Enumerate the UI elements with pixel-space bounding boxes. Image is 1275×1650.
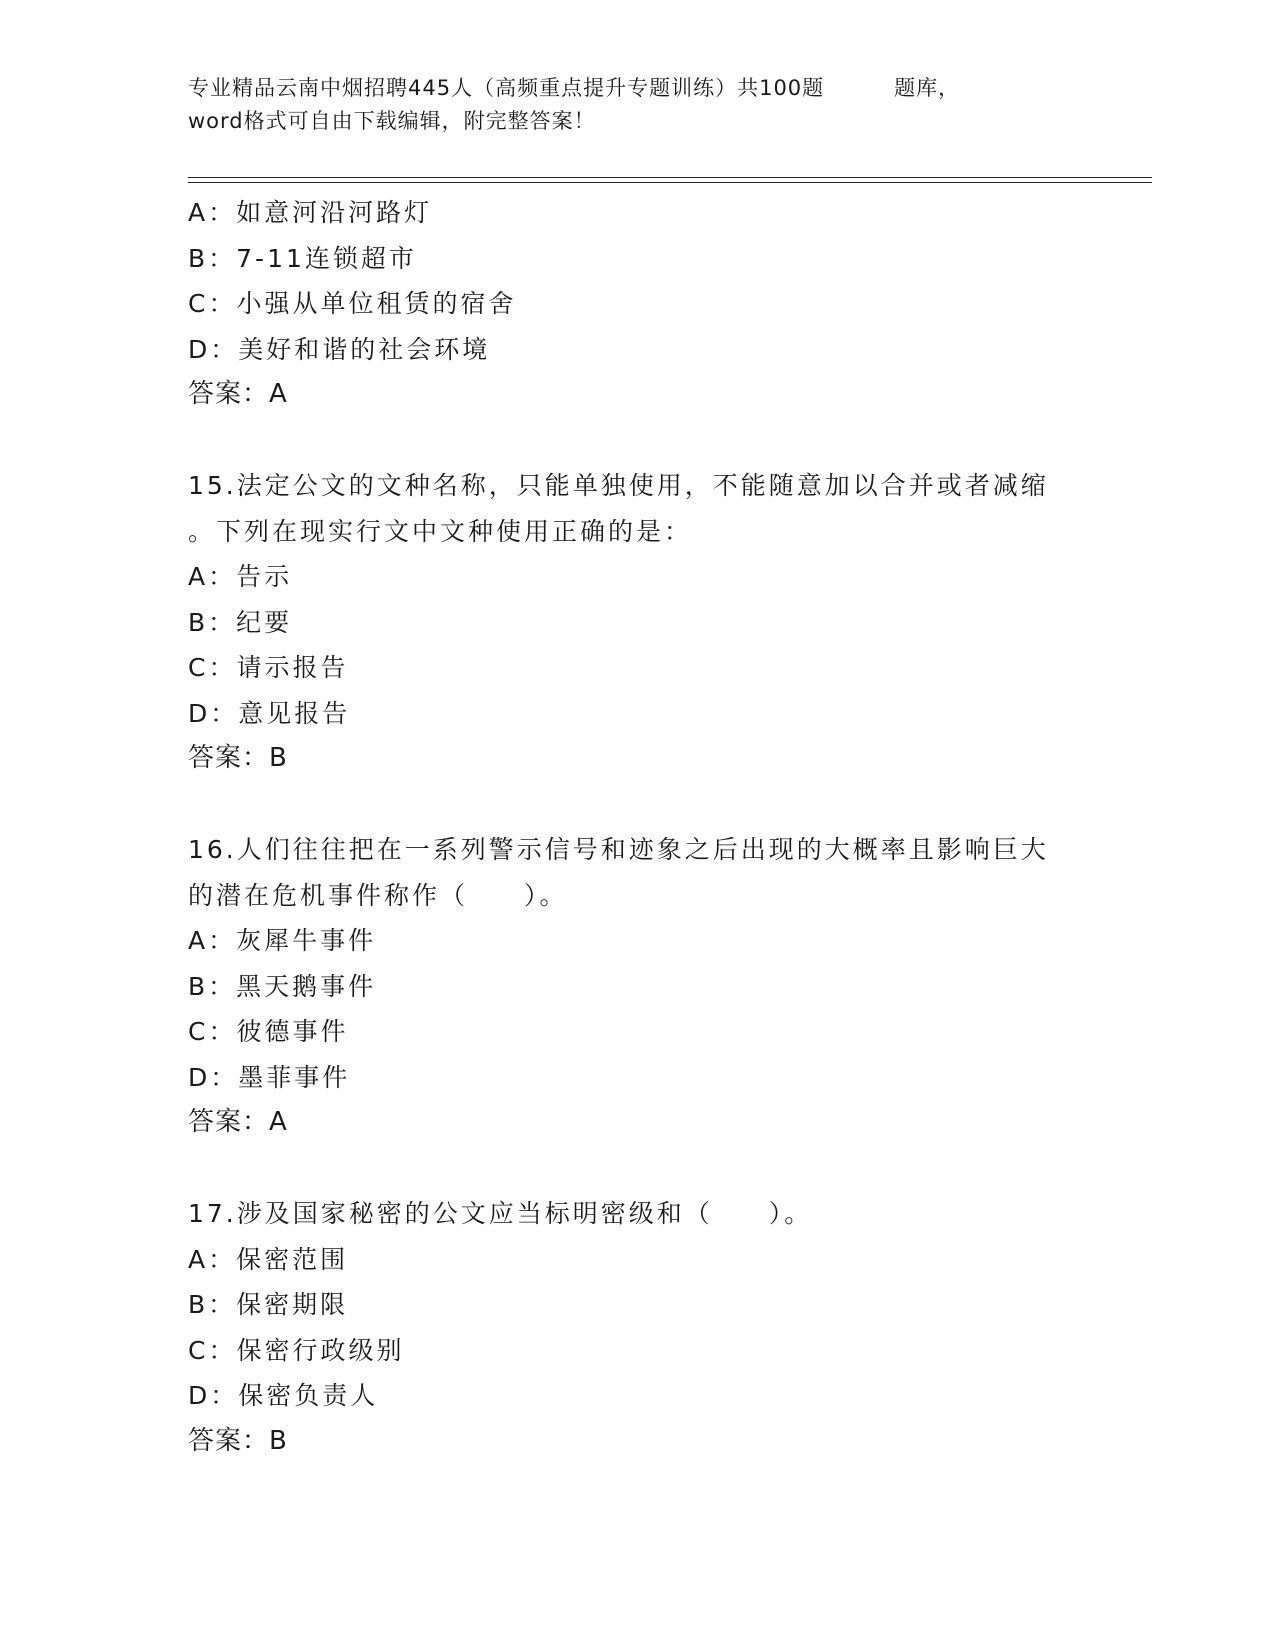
question-text: 17.涉及国家秘密的公文应当标明密级和（ ）。 bbox=[188, 1199, 813, 1228]
header-divider-bottom bbox=[188, 182, 1152, 183]
option-b: B：7-11连锁超市 bbox=[188, 243, 417, 273]
option-a: A：灰犀牛事件 bbox=[188, 926, 377, 955]
option-d: D：墨菲事件 bbox=[188, 1062, 351, 1092]
header-divider-top bbox=[188, 177, 1152, 178]
option-a: A：如意河沿河路灯 bbox=[188, 198, 433, 227]
option-a: A：告示 bbox=[188, 562, 293, 591]
question-block-17 bbox=[188, 1191, 1088, 1464]
header-line-2: word格式可自由下载编辑，附完整答案！ bbox=[188, 109, 596, 133]
option-c: C：保密行政级别 bbox=[188, 1335, 405, 1365]
option-d: D：美好和谐的社会环境 bbox=[188, 334, 491, 364]
question-text-continued: 的潜在危机事件称作（ ）。 bbox=[188, 880, 568, 910]
option-a: A：保密范围 bbox=[188, 1244, 349, 1274]
question-block-15 bbox=[188, 463, 1088, 782]
answer: 答案：A bbox=[188, 1107, 288, 1137]
header-line-1 bbox=[188, 72, 1068, 105]
option-c: C：小强从单位租赁的宿舍 bbox=[188, 289, 517, 318]
option-b: B：纪要 bbox=[188, 607, 293, 637]
question-block-14 bbox=[188, 190, 1088, 418]
question-text-continued: 。下列在现实行文中文种使用正确的是： bbox=[188, 516, 693, 546]
option-b: B：保密期限 bbox=[188, 1290, 349, 1319]
header-title: 专业精品云南中烟招聘445人（高频重点提升专题训练）共100题 bbox=[188, 76, 825, 100]
question-text: 16.人们往往把在一系列警示信号和迹象之后出现的大概率且影响巨大 bbox=[188, 835, 1049, 864]
question-block-16 bbox=[188, 827, 1088, 1146]
document-header bbox=[188, 72, 1068, 138]
header-title-suffix: 题库， bbox=[894, 76, 961, 100]
answer: 答案：B bbox=[188, 1425, 288, 1456]
option-c: C：彼德事件 bbox=[188, 1017, 349, 1046]
option-d: D：意见报告 bbox=[188, 698, 351, 728]
option-b: B：黑天鹅事件 bbox=[188, 971, 377, 1001]
answer: 答案：B bbox=[188, 743, 288, 773]
question-list bbox=[188, 190, 1088, 1464]
option-d: D：保密负责人 bbox=[188, 1381, 379, 1410]
answer: 答案：A bbox=[188, 379, 288, 409]
option-c: C：请示报告 bbox=[188, 653, 349, 682]
question-text: 15.法定公文的文种名称，只能单独使用，不能随意加以合并或者减缩 bbox=[188, 471, 1049, 500]
